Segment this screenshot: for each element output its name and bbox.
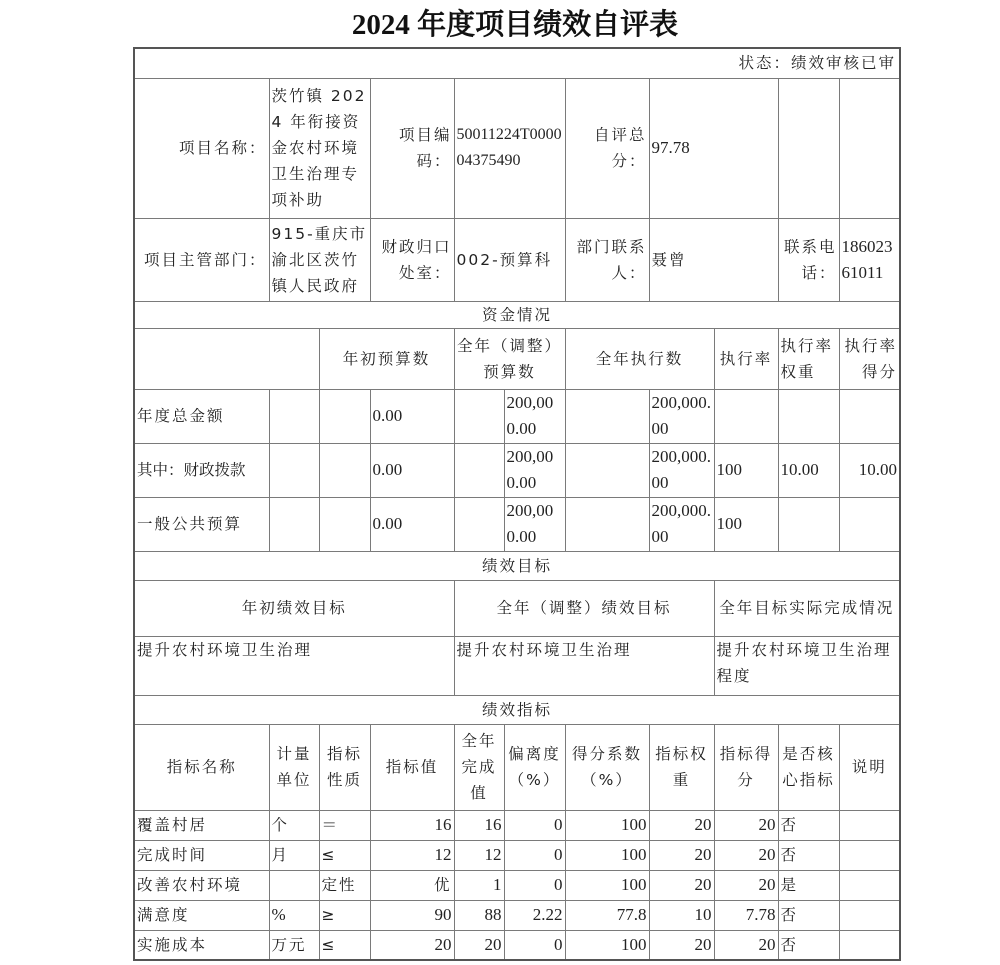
goals-section-title: 绩效目标 (134, 551, 900, 580)
adjusted-budget: 200,000.00 (504, 443, 565, 497)
indicator-coefficient: 100 (565, 870, 649, 900)
phone-value: 18602361011 (839, 218, 900, 301)
indicator-score: 20 (714, 930, 778, 960)
empty-cell (454, 497, 504, 551)
indicator-name: 改善农村环境 (134, 870, 269, 900)
empty-cell (319, 443, 370, 497)
indicator-unit: 万元 (269, 930, 319, 960)
funding-header-row (134, 328, 900, 389)
indicator-core: 是 (778, 870, 839, 900)
indicator-name: 覆盖村居 (134, 810, 269, 840)
execution-weight (778, 497, 839, 551)
initial-budget: 0.00 (370, 443, 454, 497)
indicator-target: 16 (370, 810, 454, 840)
project-name-value: 茨竹镇 2024 年衔接资金农村环境卫生治理专项补助 (269, 78, 370, 218)
goal-initial-value: 提升农村环境卫生治理 (134, 636, 454, 695)
project-dept-row (134, 218, 900, 301)
initial-budget: 0.00 (370, 497, 454, 551)
funding-row-label: 其中：财政拨款 (134, 443, 269, 497)
empty-cell (454, 389, 504, 443)
goal-header-initial: 年初绩效目标 (134, 580, 454, 636)
indicator-target: 90 (370, 900, 454, 930)
funding-header: 年初预算数 (319, 328, 454, 389)
indicator-core: 否 (778, 840, 839, 870)
funding-header: 全年（调整）预算数 (454, 328, 565, 389)
indicator-deviation: 0 (504, 930, 565, 960)
empty-cell (778, 78, 839, 218)
indicator-nature: ≤ (319, 840, 370, 870)
goal-header-actual: 全年目标实际完成情况 (714, 580, 900, 636)
indicator-score: 20 (714, 840, 778, 870)
indicator-unit (269, 870, 319, 900)
funding-row-label: 一般公共预算 (134, 497, 269, 551)
funding-row (134, 443, 900, 497)
indicator-header: 指标权重 (649, 724, 714, 810)
empty-cell (839, 78, 900, 218)
indicator-target: 12 (370, 840, 454, 870)
execution-score (839, 497, 900, 551)
indicator-header: 指标得分 (714, 724, 778, 810)
indicator-nature: 定性 (319, 870, 370, 900)
indicator-row (134, 840, 900, 870)
funding-header: 执行率 (714, 328, 778, 389)
indicator-note (839, 810, 900, 840)
indicators-section-title: 绩效指标 (134, 695, 900, 724)
indicator-target: 优 (370, 870, 454, 900)
contact-value: 聂曾 (649, 218, 778, 301)
indicator-core: 否 (778, 900, 839, 930)
funding-header: 执行率权重 (778, 328, 839, 389)
indicator-actual: 1 (454, 870, 504, 900)
execution-weight (778, 389, 839, 443)
executed-amount: 200,000.00 (649, 497, 714, 551)
indicator-header: 偏离度（%） (504, 724, 565, 810)
empty-cell (565, 389, 649, 443)
indicator-target: 20 (370, 930, 454, 960)
finance-office-label: 财政归口处室： (370, 218, 454, 301)
indicator-row (134, 810, 900, 840)
indicator-note (839, 840, 900, 870)
indicator-name: 实施成本 (134, 930, 269, 960)
empty-cell (319, 497, 370, 551)
indicator-unit: 个 (269, 810, 319, 840)
project-name-row (134, 78, 900, 218)
indicator-core: 否 (778, 930, 839, 960)
indicator-note (839, 870, 900, 900)
goals-section-row (134, 551, 900, 580)
indicator-header: 得分系数（%） (565, 724, 649, 810)
empty-cell (269, 497, 319, 551)
indicators-section-row (134, 695, 900, 724)
indicator-score: 20 (714, 870, 778, 900)
status-row (134, 48, 900, 78)
project-code-value: 50011224T000004375490 (454, 78, 565, 218)
indicator-nature: ＝ (319, 810, 370, 840)
indicator-actual: 88 (454, 900, 504, 930)
indicator-coefficient: 100 (565, 840, 649, 870)
execution-score (839, 389, 900, 443)
empty-cell (269, 443, 319, 497)
indicator-row (134, 900, 900, 930)
indicator-header: 是否核心指标 (778, 724, 839, 810)
dept-value: 915-重庆市渝北区茨竹镇人民政府 (269, 218, 370, 301)
indicators-header-row (134, 724, 900, 810)
execution-score: 10.00 (839, 443, 900, 497)
indicator-name: 完成时间 (134, 840, 269, 870)
indicator-weight: 20 (649, 840, 714, 870)
project-code-label: 项目编码： (370, 78, 454, 218)
indicator-weight: 20 (649, 930, 714, 960)
indicator-coefficient: 77.8 (565, 900, 649, 930)
self-score-label: 自评总分： (565, 78, 649, 218)
indicator-deviation: 2.22 (504, 900, 565, 930)
indicator-coefficient: 100 (565, 810, 649, 840)
indicator-core: 否 (778, 810, 839, 840)
indicator-coefficient: 100 (565, 930, 649, 960)
empty-cell (565, 497, 649, 551)
funding-row (134, 497, 900, 551)
indicator-score: 20 (714, 810, 778, 840)
dept-label: 项目主管部门： (134, 218, 269, 301)
self-score-value: 97.78 (649, 78, 778, 218)
indicator-deviation: 0 (504, 810, 565, 840)
project-name-label: 项目名称： (134, 78, 269, 218)
indicator-nature: ≤ (319, 930, 370, 960)
goal-actual-value: 提升农村环境卫生治理程度 (714, 636, 900, 695)
indicator-note (839, 900, 900, 930)
indicator-header: 指标名称 (134, 724, 269, 810)
indicator-header: 指标值 (370, 724, 454, 810)
funding-section-row (134, 301, 900, 328)
goals-value-row (134, 636, 900, 695)
goal-header-adjusted: 全年（调整）绩效目标 (454, 580, 714, 636)
indicator-deviation: 0 (504, 870, 565, 900)
funding-header: 全年执行数 (565, 328, 714, 389)
phone-label: 联系电话： (778, 218, 839, 301)
adjusted-budget: 200,000.00 (504, 389, 565, 443)
adjusted-budget: 200,000.00 (504, 497, 565, 551)
indicator-header: 指标性质 (319, 724, 370, 810)
self-evaluation-table (133, 47, 901, 961)
indicator-weight: 10 (649, 900, 714, 930)
empty-cell (269, 389, 319, 443)
executed-amount: 200,000.00 (649, 389, 714, 443)
empty-cell (454, 443, 504, 497)
initial-budget: 0.00 (370, 389, 454, 443)
execution-rate: 100 (714, 443, 778, 497)
status-text: 状态：绩效审核已审 (134, 48, 900, 78)
indicator-header: 说明 (839, 724, 900, 810)
goals-header-row (134, 580, 900, 636)
contact-label: 部门联系人： (565, 218, 649, 301)
indicator-row (134, 930, 900, 960)
execution-rate: 100 (714, 497, 778, 551)
indicator-header: 计量单位 (269, 724, 319, 810)
indicator-name: 满意度 (134, 900, 269, 930)
indicator-nature: ≥ (319, 900, 370, 930)
indicator-unit: % (269, 900, 319, 930)
empty-cell (319, 389, 370, 443)
execution-rate (714, 389, 778, 443)
empty-cell (565, 443, 649, 497)
indicator-actual: 20 (454, 930, 504, 960)
indicator-score: 7.78 (714, 900, 778, 930)
executed-amount: 200,000.00 (649, 443, 714, 497)
indicator-deviation: 0 (504, 840, 565, 870)
funding-row-label: 年度总金额 (134, 389, 269, 443)
execution-weight: 10.00 (778, 443, 839, 497)
funding-section-title: 资金情况 (134, 301, 900, 328)
finance-office-value: 002-预算科 (454, 218, 565, 301)
indicator-actual: 12 (454, 840, 504, 870)
funding-row (134, 389, 900, 443)
indicator-header: 全年完成值 (454, 724, 504, 810)
indicator-weight: 20 (649, 870, 714, 900)
indicator-unit: 月 (269, 840, 319, 870)
indicator-weight: 20 (649, 810, 714, 840)
funding-header: 执行率得分 (839, 328, 900, 389)
goal-adjusted-value: 提升农村环境卫生治理 (454, 636, 714, 695)
funding-header (134, 328, 319, 389)
page-title: 2024 年度项目绩效自评表 (351, 9, 679, 41)
indicator-actual: 16 (454, 810, 504, 840)
indicator-note (839, 930, 900, 960)
indicator-row (134, 870, 900, 900)
